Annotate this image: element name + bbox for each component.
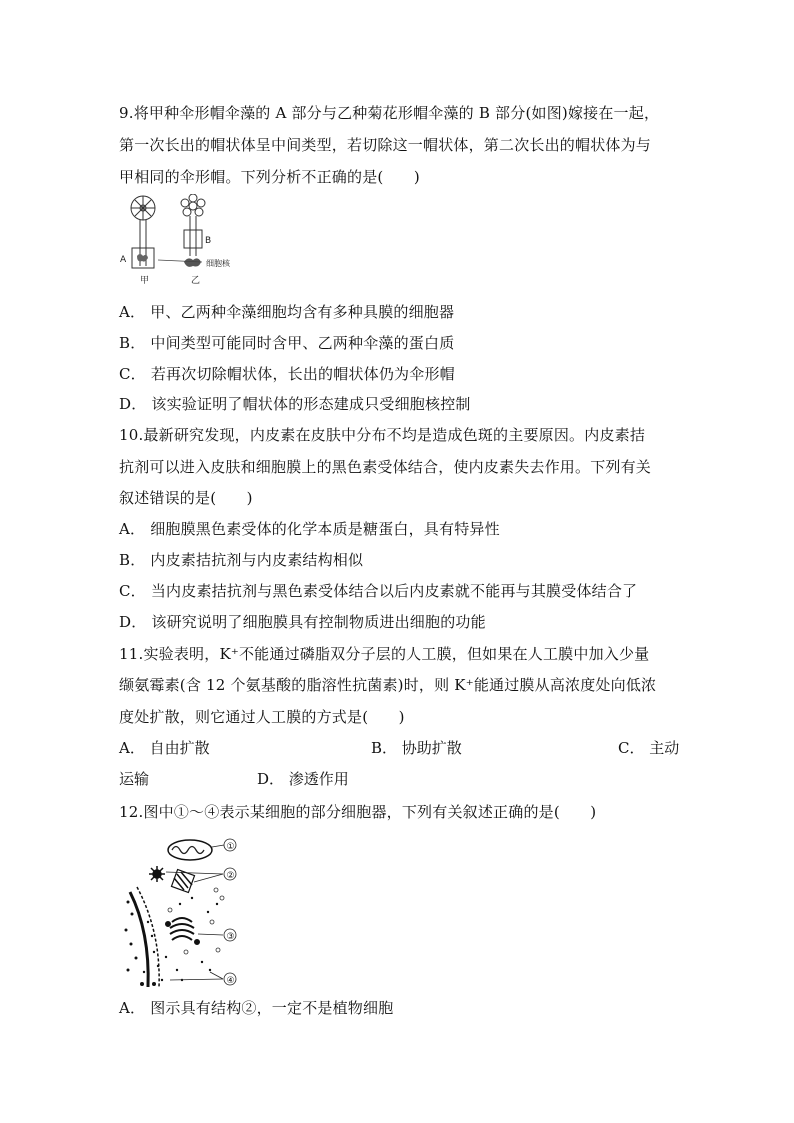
label-a: A — [120, 255, 127, 265]
q11-stem-line-3: 度处扩散，则它通过人工膜的方式是( ) — [119, 708, 405, 726]
q10-option-a: A． 细胞膜黑色素受体的化学本质是糖蛋白，具有特异性 — [119, 520, 500, 538]
q10-option-d: D． 该研究说明了细胞膜具有控制物质进出细胞的功能 — [119, 613, 486, 631]
q11-option-a: A． 自由扩散 — [119, 739, 210, 757]
rhizoid-icon — [184, 258, 201, 267]
flower-cap-icon — [181, 194, 205, 256]
q12-option-a: A． 图示具有结构②，一定不是植物细胞 — [119, 999, 394, 1017]
q9-option-c: C． 若再次切除帽状体，长出的帽状体仍为伞形帽 — [119, 365, 455, 383]
label-b: B — [205, 236, 212, 246]
star-body-icon — [149, 866, 165, 882]
label-3: ③ — [226, 932, 235, 942]
label-2: ② — [226, 871, 235, 881]
golgi-icon — [166, 918, 199, 944]
q11-stem-line-2: 缬氨霉素(含 12 个氨基酸的脂溶性抗菌素)时，则 K⁺能通过膜从高浓度处向低浓 — [119, 676, 657, 694]
label-nucleus: 细胞核 — [206, 259, 230, 268]
q12-organelle-figure — [122, 832, 248, 992]
mitochondrion-icon — [168, 840, 212, 860]
q10-option-b: B． 内皮素拮抗剂与内皮素结构相似 — [119, 551, 364, 569]
q9-option-d: D． 该实验证明了帽状体的形态建成只受细胞核控制 — [119, 395, 471, 413]
q10-option-c: C． 当内皮素拮抗剂与黑色素受体结合以后内皮素就不能再与其膜受体结合了 — [119, 582, 638, 600]
q11-option-c: C． 主动 — [618, 739, 680, 757]
q9-stem-line-3: 甲相同的伞形帽。下列分析不正确的是( ) — [119, 168, 420, 186]
q9-stem-line-2: 第一次长出的帽状体呈中间类型，若切除这一帽状体，第二次长出的帽状体为与 — [119, 136, 652, 154]
q9-option-a: A． 甲、乙两种伞藻细胞均含有多种具膜的细胞器 — [119, 303, 455, 321]
q9-grafting-figure — [118, 194, 248, 286]
label-1: ① — [226, 842, 235, 852]
q12-stem-line-1: 12.图中①～④表示某细胞的部分细胞器，下列有关叙述正确的是( ) — [119, 803, 597, 821]
label-4: ④ — [226, 976, 235, 986]
q11-option-d: D． 渗透作用 — [257, 770, 349, 788]
label-jia: 甲 — [140, 276, 150, 286]
q11-option-c-continued: 运输 — [119, 770, 150, 788]
q10-stem-line-2: 抗剂可以进入皮肤和细胞膜上的黑色素受体结合，使内皮素失去作用。下列有关 — [119, 458, 652, 476]
q11-option-b: B． 协助扩散 — [371, 739, 462, 757]
q11-stem-line-1: 11.实验表明，K⁺不能通过磷脂双分子层的人工膜，但如果在人工膜中加入少量 — [119, 645, 650, 663]
q9-stem-line-1: 9.将甲种伞形帽伞藻的 A 部分与乙种菊花形帽伞藻的 B 部分(如图)嫁接在一起， — [119, 104, 660, 122]
label-yi: 乙 — [191, 276, 201, 286]
q10-stem-line-1: 10.最新研究发现，内皮素在皮肤中分布不均是造成色斑的主要原因。内皮素拮 — [119, 426, 646, 444]
q10-stem-line-3: 叙述错误的是( ) — [119, 489, 253, 507]
q9-option-b: B． 中间类型可能同时含甲、乙两种伞藻的蛋白质 — [119, 334, 455, 352]
